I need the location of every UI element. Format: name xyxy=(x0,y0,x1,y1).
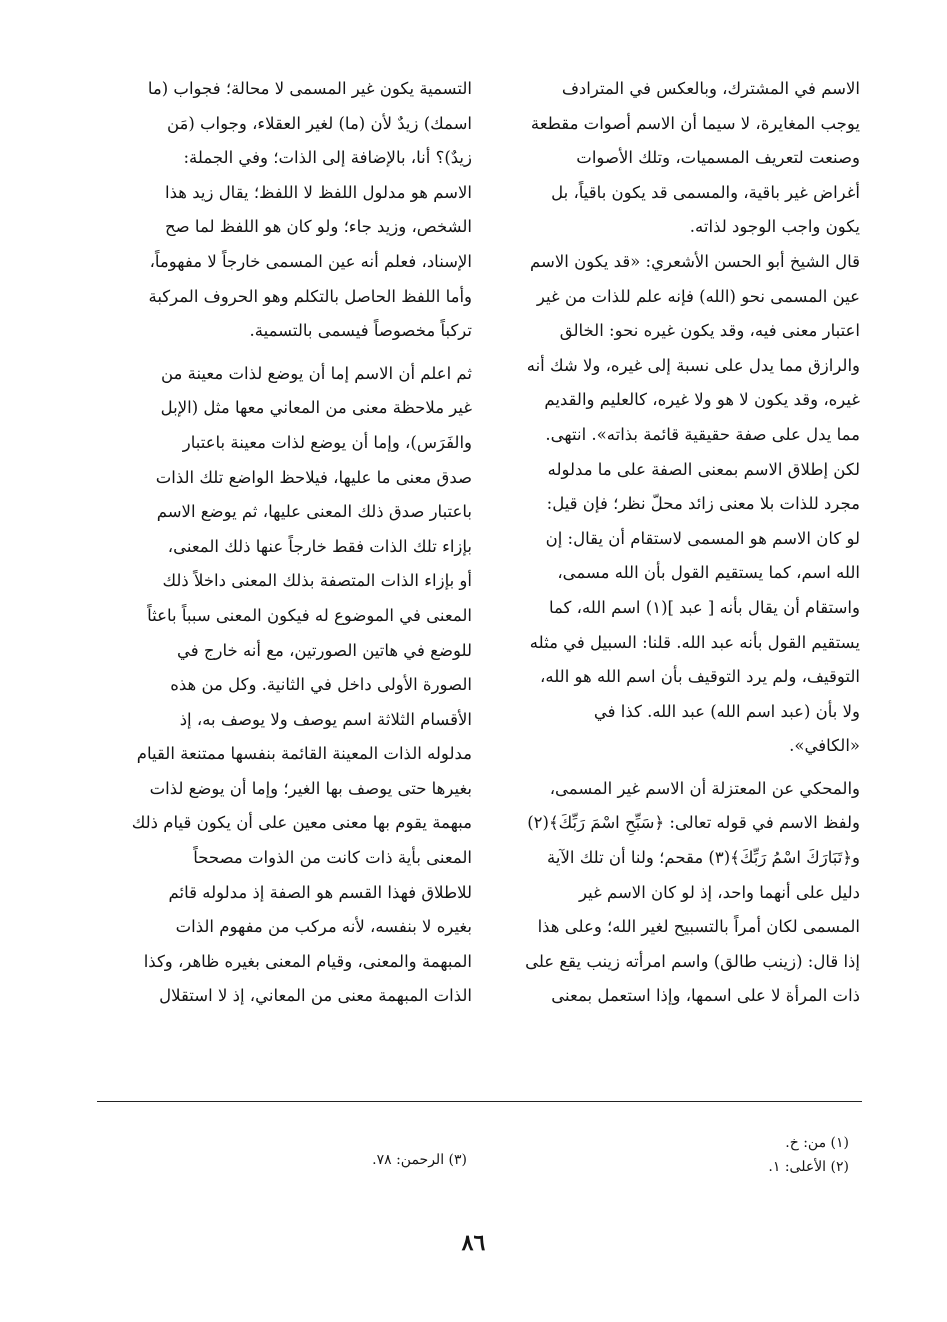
text-line: غير ملاحظة معنى من المعاني معها مثل (الإبل xyxy=(160,398,472,418)
text-line: باعتبار صدق ذلك المعنى عليها، ثم يوضع الاسم xyxy=(156,502,472,522)
text-line: التوقيف، ولم يرد التوقيف بأن اسم الله هو الله، xyxy=(540,667,860,687)
text-line: المعنى بأية ذات كانت من الذوات مصححاً xyxy=(193,848,472,868)
text-line: الإسناد، فعلم أنه عين المسمى خارجاً لا مفهوماً، xyxy=(149,251,472,271)
footnotes-left xyxy=(372,1148,467,1172)
text-line: للاطلاق فهذا القسم هو الصفة إذ مدلوله قائم xyxy=(168,882,472,902)
text-line: والرازق مما يدل على نسبة إلى غيره، ولا شك أنه xyxy=(526,355,860,375)
text-line: المعنى في الموضوع له فيكون المعنى سبباً باعثاً xyxy=(147,605,472,625)
text-line: زيدٌ)؟ أنا، بالإضافة إلى الذات؛ وفي الجملة: xyxy=(183,148,472,168)
text-line: عين المسمى نحو (الله) فإنه علم للذات من غير xyxy=(536,286,860,306)
text-line: يوجب المغايرة، لا سيما أن الاسم أصوات مقطعة xyxy=(530,113,860,133)
text-line: واستقام أن يقال بأنه [ عبد ](١) اسم الله، كما xyxy=(548,597,860,617)
text-line: وصنعت لتعريف المسميات، وتلك الأصوات xyxy=(576,148,860,168)
text-line: الاسم في المشترك، وبالعكس في المترادف xyxy=(561,79,860,98)
text-line: اعتبار معنى فيه، وقد يكون غيره نحو: الخالق xyxy=(559,321,860,341)
text-line: إذا قال: (زينب طالق) واسم امرأته زينب يقع على xyxy=(525,951,860,971)
right-text-column xyxy=(480,72,860,1014)
text-line: الصورة الأولى داخل في الثانية. وكل من هذه xyxy=(170,675,472,695)
text-line: أغراض غير باقية، والمسمى قد يكون باقياً، بل xyxy=(551,182,860,202)
footnotes-right xyxy=(768,1131,849,1179)
text-line: اسمك) زيدٌ لأن (ما) لغير العقلاء، وجواب (مَن xyxy=(166,113,472,133)
text-line: الشخص، وزيد جاء؛ ولو كان هو اللفظ لما صح xyxy=(165,217,472,237)
text-line: مبهمة يقوم بها معنى معين على أن يكون قيام ذلك xyxy=(131,813,472,833)
text-line: لكن إطلاق الاسم بمعنى الصفة على ما مدلوله xyxy=(547,459,860,479)
text-line: مما يدل على صفة حقيقية قائمة بذاته». انتهى. xyxy=(545,424,860,444)
footnote-separator xyxy=(97,1101,862,1102)
page-number: ٨٦ xyxy=(461,1230,486,1256)
footnote-1: (١) من: خ. xyxy=(785,1135,849,1151)
text-line: ثم اعلم أن الاسم إما أن يوضع لذات معينة من xyxy=(160,363,472,383)
text-line: المسمى لكان أمراً بالتسبيح لغير الله؛ وعلى هذا xyxy=(537,917,860,937)
text-line: بغيره لا بنفسه، لأنه مركب من مفهوم الذات xyxy=(175,917,472,937)
footnote-2: (٢) الأعلى: ١. xyxy=(768,1159,849,1175)
text-line: يستقيم القول بأنه عبد الله. قلنا: السبيل في مثله xyxy=(529,632,860,652)
text-line: وأما اللفظ الحاصل بالتكلم وهو الحروف المركبة xyxy=(148,286,472,306)
text-line: صدق معنى ما عليها، فيلاحظ الواضع تلك الذات xyxy=(155,467,472,487)
text-line: بغيرها حتى يوصف بها الغير؛ وإما أن يوضع لذات xyxy=(149,778,472,798)
text-line: ذات المرأة لا على اسمها، وإذا استعمل بمعنى xyxy=(551,986,860,1006)
text-line: المبهمة والمعنى، وقيام المعنى بغيره ظاهر، وكذا xyxy=(143,951,472,971)
text-line: الذات المبهمة معنى من المعاني، إذ لا استقلال xyxy=(159,986,472,1006)
text-line: التسمية يكون غير المسمى لا محالة؛ فجواب (ما xyxy=(147,79,472,98)
text-line: قال الشيخ أبو الحسن الأشعري: «قد يكون الاسم xyxy=(530,251,860,271)
text-line: مدلوله الذات المعينة القائمة بنفسها ممتنعة القيام xyxy=(136,744,472,764)
text-line: و﴿تَبَارَكَ اسْمُ رَبِّكَ﴾(٣) مقحم؛ ولنا أن تلك الآية xyxy=(547,848,860,868)
text-line: الله اسم، كما يستقيم القول بأن الله مسمى، xyxy=(557,563,860,583)
text-line: والمحكي عن المعتزلة أن الاسم غير المسمى، xyxy=(549,778,860,798)
text-line: ولا بأن (عبد اسم الله) عبد الله. كذا في xyxy=(593,701,860,721)
paragraph-gap xyxy=(92,349,472,357)
text-line: ولفظ الاسم في قوله تعالى: ﴿سَبِّحِ اسْمَ رَبِّكَ﴾(٢) xyxy=(527,813,860,833)
paragraph-gap xyxy=(480,764,860,772)
text-line: للوضع في هاتين الصورتين، مع أنه خارج في xyxy=(176,640,472,660)
footnote-3: (٣) الرحمن: ٧٨. xyxy=(372,1152,467,1168)
text-line: الأقسام الثلاثة اسم يوصف ولا يوصف به، إذ xyxy=(179,709,472,729)
text-line: تركباً مخصوصاً فيسمى بالتسمية. xyxy=(249,321,472,341)
text-line: مجرد للذات بلا معنى زائد محلّ نظر؛ فإن قيل: xyxy=(546,494,860,514)
text-line: غيره، وقد يكون لا هو ولا غيره، كالعليم والقديم xyxy=(544,390,860,410)
text-line: أو بإزاء الذات المتصفة بذلك المعنى داخلاً ذلك xyxy=(162,571,472,591)
left-text-column xyxy=(92,72,472,1014)
text-line: لو كان الاسم هو المسمى لاستقام أن يقال: إن xyxy=(545,528,860,548)
text-line: «الكافي». xyxy=(789,736,860,756)
text-line: الاسم هو مدلول اللفظ لا اللفظ؛ يقال زيد هذا xyxy=(165,182,472,202)
text-line: دليل على أنهما واحد، إذ لو كان الاسم غير xyxy=(579,882,860,902)
text-line: بإزاء تلك الذات فقط خارجاً عنها ذلك المعنى، xyxy=(167,536,472,556)
text-line: يكون واجب الوجود لذاته. xyxy=(689,217,860,237)
text-line: والفَرَس)، وإما أن يوضع لذات معينة باعتبار xyxy=(182,432,472,452)
